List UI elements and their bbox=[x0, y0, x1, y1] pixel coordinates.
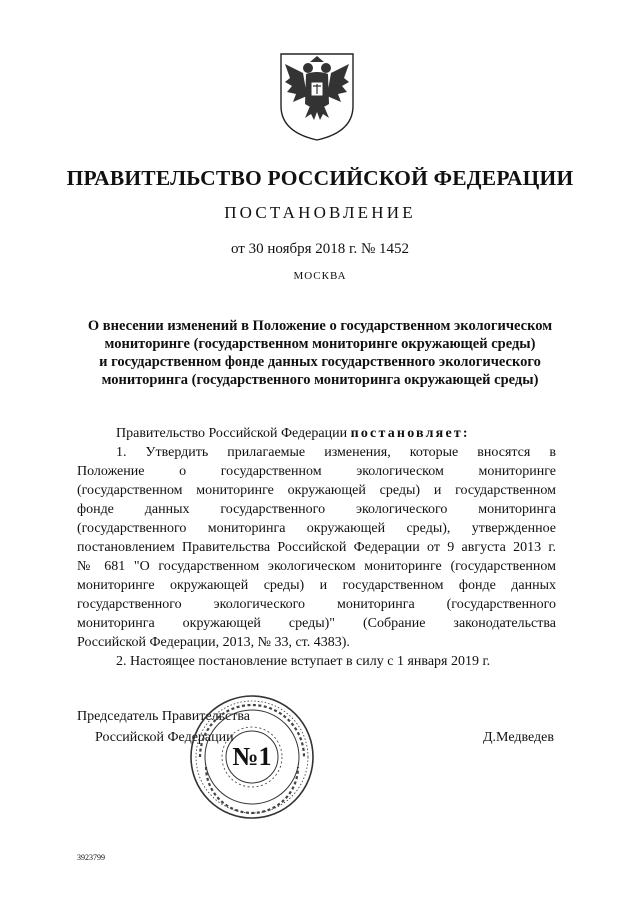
government-title: ПРАВИТЕЛЬСТВО РОССИЙСКОЙ ФЕДЕРАЦИИ bbox=[66, 166, 574, 190]
heading-line: и государственном фонде данных государственного экологического bbox=[99, 354, 541, 370]
body-line: (государственного мониторинга окружающей среды), утвержденное bbox=[77, 521, 556, 536]
document-city: МОСКВА bbox=[293, 270, 347, 282]
document-type: ПОСТАНОВЛЕНИЕ bbox=[224, 203, 416, 222]
signer-title-line-2: Российской Федерации bbox=[95, 730, 234, 745]
body-line: (государственном мониторинге окружающей среды) и государственном bbox=[77, 483, 556, 498]
body-line: государственного экологического мониторинга (государственного bbox=[77, 597, 556, 612]
item-2: 2. Настоящее постановление вступает в силу с 1 января 2019 г. bbox=[116, 654, 491, 669]
body-line: постановлением Правительства Российской Федерации от 9 августа 2013 г. bbox=[77, 540, 556, 555]
preamble bbox=[77, 424, 556, 443]
signer-name: Д.Медведев bbox=[483, 730, 554, 745]
body-line: № 681 "О государственном экологическом мониторинге (государственном bbox=[77, 559, 556, 574]
body-line: Положение о государственном экологическом мониторинге bbox=[77, 464, 556, 479]
body-line: 1. Утвердить прилагаемые изменения, которые вносятся в bbox=[116, 445, 556, 460]
russian-coat-of-arms-emblem bbox=[277, 50, 357, 142]
seal-number: №1 bbox=[232, 742, 272, 771]
heading-line: мониторинга (государственного мониторинга окружающей среды) bbox=[101, 372, 539, 388]
signer-title-line-1: Председатель Правительства bbox=[77, 709, 250, 724]
heading-line: О внесении изменений в Положение о государственном экологическом bbox=[87, 318, 553, 334]
official-seal-stamp bbox=[188, 693, 316, 821]
decree-word: постановляет: bbox=[350, 426, 470, 441]
body-line: мониторинге окружающей среды) и государственном фонде данных bbox=[77, 578, 556, 593]
body-line: фонде данных государственного экологического мониторинга bbox=[77, 502, 556, 517]
document-code: 3923799 bbox=[77, 853, 105, 862]
body-line: мониторинга окружающей среды)" (Собрание законодательства bbox=[77, 616, 556, 631]
preamble-text: Правительство Российской Федерации bbox=[116, 426, 348, 441]
body-line: Российской Федерации, 2013, № 33, ст. 4383). bbox=[77, 635, 350, 650]
document-heading bbox=[0, 317, 640, 389]
document-body bbox=[77, 424, 556, 671]
document-date-number: от 30 ноября 2018 г. № 1452 bbox=[230, 241, 410, 257]
heading-line: мониторинге (государственном мониторинге окружающей среды) bbox=[104, 336, 536, 352]
